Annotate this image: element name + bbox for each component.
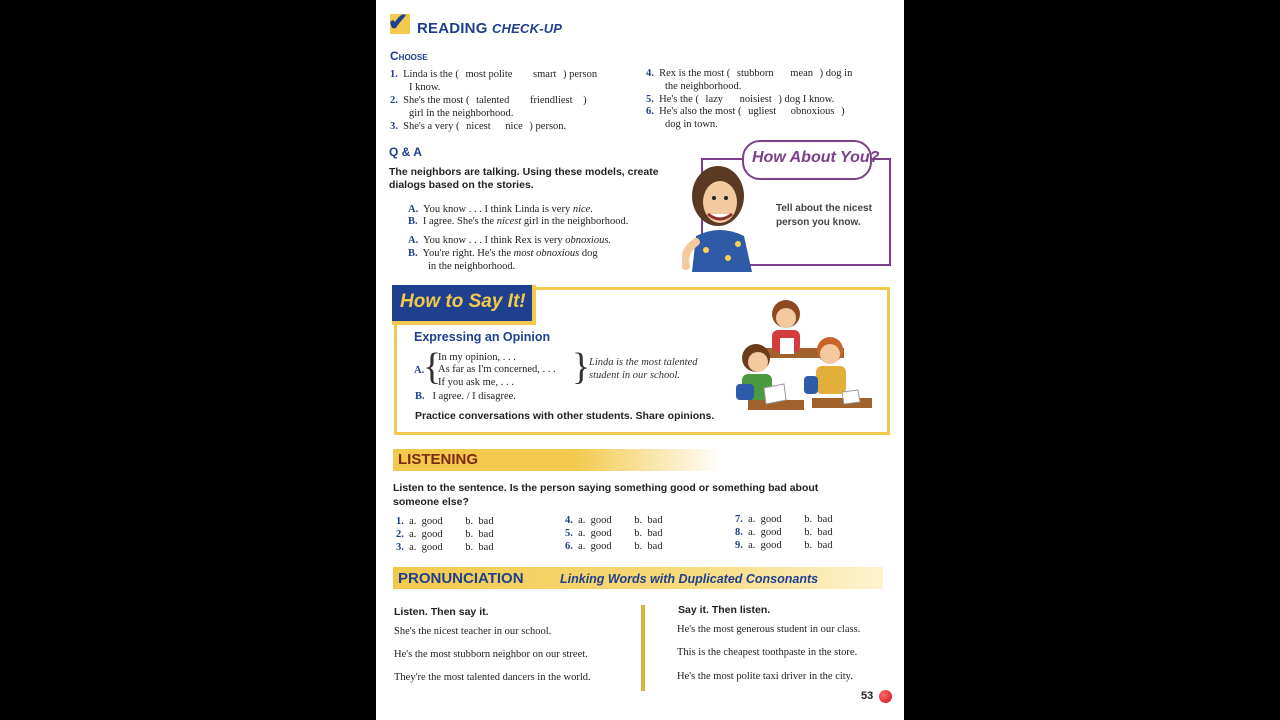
right-brace: } — [572, 346, 591, 388]
listening-item: 7. a. good b. bad — [735, 514, 833, 525]
opinion-phrase-3: If you ask me, . . . — [438, 377, 514, 388]
opinion-example: Linda is the most talented student in our school. — [589, 357, 698, 381]
pron-left-line: They're the most talented dancers in the world. — [394, 672, 591, 683]
woman-illustration — [682, 162, 782, 272]
reading-checkup-title: READING CHECK-UP — [417, 20, 563, 37]
expressing-opinion-heading: Expressing an Opinion — [414, 330, 551, 344]
pron-left-line: She's the nicest teacher in our school. — [394, 626, 552, 637]
pron-right-line: He's the most polite taxi driver in the city. — [677, 671, 853, 682]
pron-left-line: He's the most stubborn neighbor on our street. — [394, 649, 588, 660]
listening-item: 9. a. good b. bad — [735, 540, 833, 551]
choose-item-2: 2. She's the most ( talented friendliest ) — [390, 95, 587, 106]
qa-intro: The neighbors are talking. Using these models, create dialogs based on the stories. — [389, 166, 659, 191]
pronunciation-divider — [641, 605, 645, 691]
choose-item-2-cont: girl in the neighborhood. — [409, 108, 514, 119]
pron-right-line: He's the most generous student in our class. — [677, 624, 861, 635]
pronunciation-title: PRONUNCIATION — [398, 570, 524, 587]
qa-dialog-1-a: A. You know . . . I think Linda is very nice. — [408, 204, 593, 215]
choose-item-1: 1. Linda is the ( most polite smart ) person — [390, 69, 598, 80]
how-about-you-text: Tell about the nicest person you know. — [776, 203, 872, 228]
listening-item: 3. a. good b. bad — [396, 542, 494, 553]
students-illustration — [734, 292, 880, 424]
pron-right-heading: Say it. Then listen. — [678, 604, 771, 616]
how-about-you-title: How About You? — [752, 149, 880, 166]
choose-item-6: 6. He's also the most ( ugliest obnoxious ) — [646, 106, 845, 117]
textbook-page — [376, 0, 904, 720]
choose-heading: Choose — [390, 49, 428, 63]
qa-dialog-2-b-cont: in the neighborhood. — [428, 261, 516, 272]
left-brace: { — [423, 346, 442, 388]
listening-item: 1. a. good b. bad — [396, 516, 494, 527]
choose-item-3: 3. She's a very ( nicest nice ) person. — [390, 121, 567, 132]
red-dot-icon — [879, 690, 892, 703]
listening-item: 5. a. good b. bad — [565, 528, 663, 539]
pron-left-heading: Listen. Then say it. — [394, 606, 489, 618]
practice-instruction: Practice conversations with other students. Share opinions. — [415, 410, 715, 422]
choose-item-5: 5. He's the ( lazy noisiest ) dog I know. — [646, 94, 835, 105]
how-to-say-it-title: How to Say It! — [400, 291, 526, 312]
listening-item: 4. a. good b. bad — [565, 515, 663, 526]
qa-dialog-1-b: B. I agree. She's the nicest girl in the neighborhood. — [408, 216, 629, 227]
opinion-a-label: A. — [414, 365, 425, 376]
choose-item-6-cont: dog in town. — [665, 119, 718, 130]
listening-item: 8. a. good b. bad — [735, 527, 833, 538]
opinion-phrase-1: In my opinion, . . . — [438, 352, 516, 363]
listening-item: 2. a. good b. bad — [396, 529, 494, 540]
opinion-phrase-2: As far as I'm concerned, . . . — [438, 364, 556, 375]
listening-item: 6. a. good b. bad — [565, 541, 663, 552]
choose-item-1-cont: I know. — [409, 82, 441, 93]
qa-heading: Q & A — [389, 145, 422, 159]
listening-instruction: Listen to the sentence. Is the person saying something good or something bad about someone else? — [393, 482, 819, 508]
choose-item-4-cont: the neighborhood. — [665, 81, 742, 92]
pron-right-line: This is the cheapest toothpaste in the store. — [677, 647, 858, 658]
qa-dialog-2-b: B. You're right. He's the most obnoxious dog — [408, 248, 598, 259]
page-number: 53 — [861, 690, 874, 702]
opinion-b-line: B. I agree. / I disagree. — [415, 391, 516, 402]
choose-item-4: 4. Rex is the most ( stubborn mean ) dog in — [646, 68, 853, 79]
listening-title: LISTENING — [398, 451, 479, 468]
pronunciation-subtitle: Linking Words with Duplicated Consonants — [560, 572, 819, 586]
qa-dialog-2-a: A. You know . . . I think Rex is very obnoxious. — [408, 235, 612, 246]
check-mark-icon: ✔ — [388, 9, 409, 36]
